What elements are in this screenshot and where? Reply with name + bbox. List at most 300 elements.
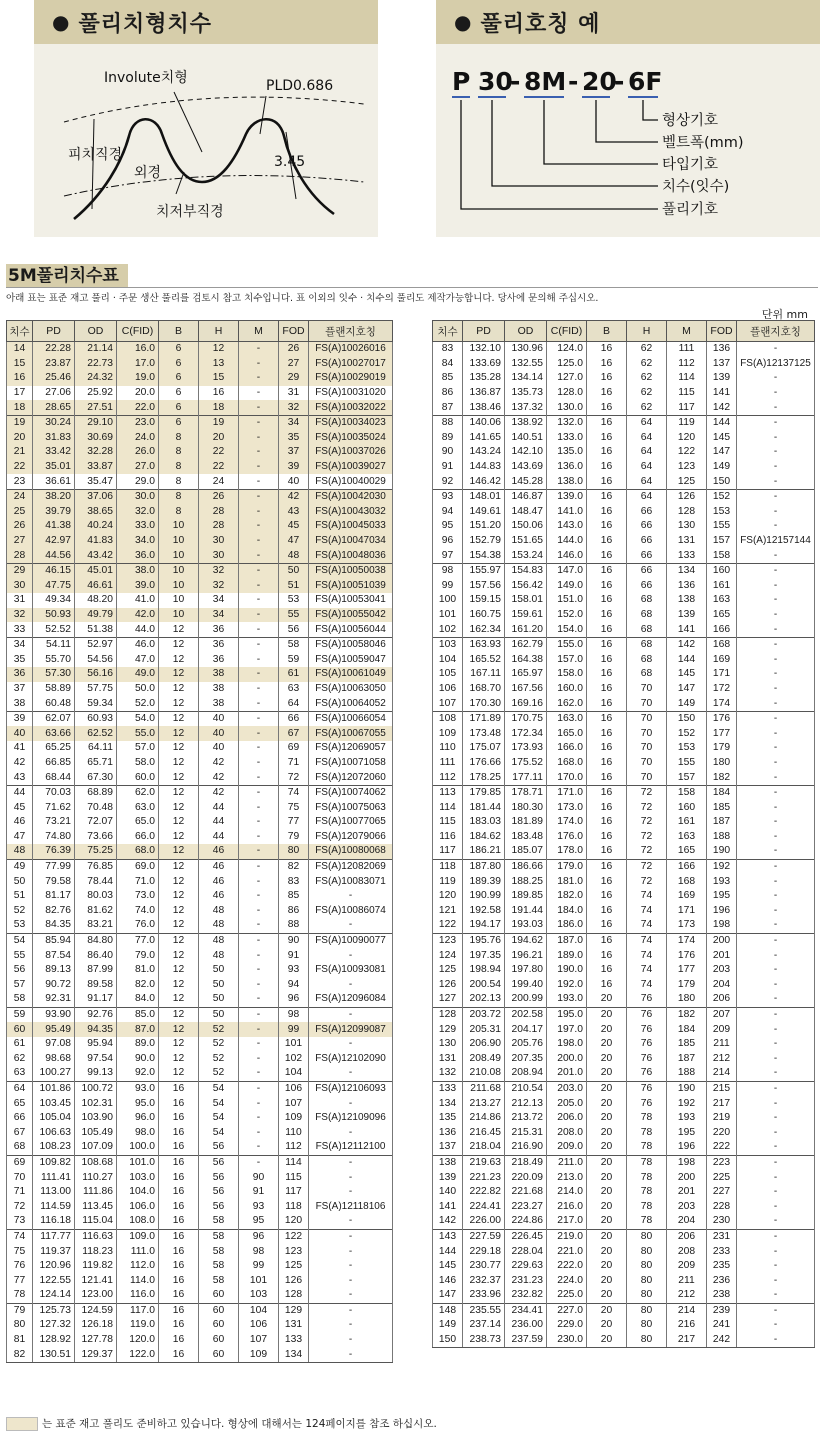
cell-cfid: 168.0 <box>547 756 587 771</box>
cell-b: 16 <box>587 874 627 889</box>
cell-fod: 90 <box>279 933 309 948</box>
cell-cfid: 141.0 <box>547 505 587 520</box>
cell-cfid: 176.0 <box>547 830 587 845</box>
cell-h: 68 <box>627 622 667 637</box>
cell-flange: - <box>309 1333 393 1348</box>
cell-teeth: 124 <box>433 948 463 963</box>
cell-cfid: 181.0 <box>547 874 587 889</box>
cell-b: 8 <box>159 474 199 489</box>
cell-teeth: 116 <box>433 830 463 845</box>
cell-h: 64 <box>627 445 667 460</box>
cell-cfid: 184.0 <box>547 904 587 919</box>
cell-pd: 79.58 <box>33 874 75 889</box>
cell-fod: 231 <box>707 1229 737 1244</box>
cell-fod: 91 <box>279 948 309 963</box>
cell-pd: 125.73 <box>33 1303 75 1318</box>
code-dash-3: - <box>614 67 625 96</box>
cell-fod: 242 <box>707 1333 737 1348</box>
cell-od: 27.51 <box>75 400 117 415</box>
table-row <box>7 489 393 504</box>
cell-cfid: 133.0 <box>547 431 587 446</box>
cell-fod: 61 <box>279 667 309 682</box>
col-header-flange: 플랜지호칭 <box>309 321 393 342</box>
cell-pd: 181.44 <box>463 800 505 815</box>
cell-fod: 37 <box>279 445 309 460</box>
cell-pd: 186.21 <box>463 844 505 859</box>
cell-pd: 237.14 <box>463 1318 505 1333</box>
col-header-h: H <box>199 321 239 342</box>
table-row <box>7 726 393 741</box>
cell-h: 44 <box>199 815 239 830</box>
cell-pd: 124.14 <box>33 1288 75 1303</box>
cell-b: 6 <box>159 415 199 430</box>
cell-fod: 172 <box>707 682 737 697</box>
cell-pd: 98.68 <box>33 1052 75 1067</box>
cell-b: 16 <box>587 474 627 489</box>
cell-h: 80 <box>627 1273 667 1288</box>
cell-cfid: 162.0 <box>547 696 587 711</box>
cell-h: 46 <box>199 844 239 859</box>
cell-m: 204 <box>667 1214 707 1229</box>
cell-b: 16 <box>587 726 627 741</box>
cell-b: 12 <box>159 667 199 682</box>
cell-flange: - <box>737 1052 815 1067</box>
table-row <box>7 1303 393 1318</box>
cell-m: 214 <box>667 1303 707 1318</box>
cell-m: - <box>239 918 279 933</box>
cell-fod: 82 <box>279 859 309 874</box>
table-row <box>7 357 393 372</box>
cell-teeth: 26 <box>7 519 33 534</box>
table-row <box>433 667 815 682</box>
cell-b: 20 <box>587 1185 627 1200</box>
cell-flange: - <box>309 1170 393 1185</box>
cell-teeth: 54 <box>7 933 33 948</box>
cell-m: 142 <box>667 637 707 652</box>
cell-cfid: 112.0 <box>117 1259 159 1274</box>
table-row <box>433 963 815 978</box>
cell-flange: - <box>737 682 815 697</box>
cell-pd: 230.77 <box>463 1259 505 1274</box>
cell-h: 66 <box>627 519 667 534</box>
cell-od: 205.76 <box>505 1037 547 1052</box>
cell-flange: FS(A)10061049 <box>309 667 393 682</box>
cell-pd: 165.52 <box>463 652 505 667</box>
cell-b: 16 <box>159 1333 199 1348</box>
cell-b: 20 <box>587 1318 627 1333</box>
cell-od: 228.04 <box>505 1244 547 1259</box>
table-row <box>433 874 815 889</box>
table-row <box>7 622 393 637</box>
col-header-m: M <box>239 321 279 342</box>
cell-b: 16 <box>159 1170 199 1185</box>
table-row <box>7 770 393 785</box>
cell-m: 139 <box>667 608 707 623</box>
cell-flange: - <box>737 593 815 608</box>
cell-od: 37.06 <box>75 489 117 504</box>
cell-od: 102.31 <box>75 1096 117 1111</box>
cell-h: 80 <box>627 1259 667 1274</box>
cell-fod: 150 <box>707 474 737 489</box>
cell-cfid: 84.0 <box>117 992 159 1007</box>
cell-flange: FS(A)10067055 <box>309 726 393 741</box>
cell-fod: 51 <box>279 579 309 594</box>
cell-b: 6 <box>159 357 199 372</box>
cell-m: 149 <box>667 696 707 711</box>
cell-flange: - <box>309 1229 393 1244</box>
footnote-text: 는 표준 재고 풀리도 준비하고 있습니다. 형상에 대해서는 124페이지를 참조 하십시오. <box>42 1418 437 1430</box>
cell-h: 64 <box>627 489 667 504</box>
cell-teeth: 121 <box>433 904 463 919</box>
cell-h: 56 <box>199 1185 239 1200</box>
cell-od: 99.13 <box>75 1066 117 1081</box>
cell-b: 12 <box>159 904 199 919</box>
cell-pd: 213.27 <box>463 1096 505 1111</box>
cell-od: 208.94 <box>505 1066 547 1081</box>
cell-fod: 169 <box>707 652 737 667</box>
cell-m: 144 <box>667 652 707 667</box>
cell-fod: 115 <box>279 1170 309 1185</box>
table-row <box>7 889 393 904</box>
cell-pd: 171.89 <box>463 711 505 726</box>
cell-cfid: 93.0 <box>117 1081 159 1096</box>
cell-od: 124.59 <box>75 1303 117 1318</box>
cell-od: 178.71 <box>505 785 547 800</box>
cell-b: 16 <box>587 505 627 520</box>
table-row <box>7 933 393 948</box>
cell-m: 145 <box>667 667 707 682</box>
cell-fod: 200 <box>707 933 737 948</box>
cell-h: 74 <box>627 978 667 993</box>
dimension-table-right <box>432 320 815 1348</box>
cell-fod: 236 <box>707 1273 737 1288</box>
cell-od: 224.86 <box>505 1214 547 1229</box>
cell-m: 180 <box>667 992 707 1007</box>
cell-m: 177 <box>667 963 707 978</box>
cell-cfid: 160.0 <box>547 682 587 697</box>
cell-m: 193 <box>667 1111 707 1126</box>
cell-teeth: 133 <box>433 1081 463 1096</box>
table-row <box>433 1007 815 1022</box>
cell-fod: 133 <box>279 1333 309 1348</box>
cell-fod: 145 <box>707 431 737 446</box>
table-row <box>7 1229 393 1244</box>
table-row <box>7 948 393 963</box>
cell-h: 72 <box>627 874 667 889</box>
table-row <box>7 637 393 652</box>
cell-cfid: 19.0 <box>117 371 159 386</box>
cell-m: 103 <box>239 1288 279 1303</box>
cell-fod: 209 <box>707 1022 737 1037</box>
cell-flange: FS(A)10037026 <box>309 445 393 460</box>
cell-b: 12 <box>159 1022 199 1037</box>
cell-od: 229.63 <box>505 1259 547 1274</box>
cell-fod: 201 <box>707 948 737 963</box>
cell-m: - <box>239 593 279 608</box>
cell-teeth: 72 <box>7 1199 33 1214</box>
cell-od: 236.00 <box>505 1318 547 1333</box>
cell-cfid: 205.0 <box>547 1096 587 1111</box>
cell-od: 84.80 <box>75 933 117 948</box>
cell-flange: - <box>309 1214 393 1229</box>
cell-pd: 189.39 <box>463 874 505 889</box>
cell-pd: 167.11 <box>463 667 505 682</box>
cell-flange: - <box>737 1303 815 1318</box>
cell-od: 75.25 <box>75 844 117 859</box>
cell-teeth: 33 <box>7 622 33 637</box>
table-row <box>433 1185 815 1200</box>
cell-h: 36 <box>199 637 239 652</box>
cell-cfid: 29.0 <box>117 474 159 489</box>
legend-pulley: 풀리기호 <box>662 202 719 218</box>
cell-b: 20 <box>587 1229 627 1244</box>
cell-flange: - <box>737 1288 815 1303</box>
cell-od: 169.16 <box>505 696 547 711</box>
col-header-cfid: C(FID) <box>547 321 587 342</box>
cell-cfid: 58.0 <box>117 756 159 771</box>
cell-teeth: 28 <box>7 548 33 563</box>
cell-m: - <box>239 756 279 771</box>
cell-h: 70 <box>627 726 667 741</box>
cell-fod: 207 <box>707 1007 737 1022</box>
cell-b: 12 <box>159 741 199 756</box>
cell-od: 25.92 <box>75 386 117 401</box>
cell-fod: 211 <box>707 1037 737 1052</box>
table-row <box>7 978 393 993</box>
cell-m: - <box>239 579 279 594</box>
cell-m: 98 <box>239 1244 279 1259</box>
designation-diagram <box>436 44 820 237</box>
cell-fod: 71 <box>279 756 309 771</box>
cell-cfid: 230.0 <box>547 1333 587 1348</box>
cell-flange: - <box>737 1007 815 1022</box>
cell-m: 165 <box>667 844 707 859</box>
cell-pd: 38.20 <box>33 489 75 504</box>
cell-pd: 54.11 <box>33 637 75 652</box>
cell-pd: 233.96 <box>463 1288 505 1303</box>
cell-h: 68 <box>627 667 667 682</box>
table-row <box>433 1140 815 1155</box>
cell-od: 60.93 <box>75 711 117 726</box>
cell-flange: FS(A)12109096 <box>309 1111 393 1126</box>
cell-b: 16 <box>587 785 627 800</box>
cell-cfid: 101.0 <box>117 1155 159 1170</box>
cell-b: 12 <box>159 696 199 711</box>
cell-flange: FS(A)12096084 <box>309 992 393 1007</box>
cell-fod: 27 <box>279 357 309 372</box>
cell-m: 203 <box>667 1199 707 1214</box>
cell-b: 20 <box>587 1022 627 1037</box>
cell-flange: - <box>737 489 815 504</box>
cell-b: 16 <box>587 859 627 874</box>
cell-pd: 160.75 <box>463 608 505 623</box>
cell-od: 115.04 <box>75 1214 117 1229</box>
cell-flange: - <box>737 844 815 859</box>
cell-cfid: 114.0 <box>117 1273 159 1288</box>
cell-flange: FS(A)12072060 <box>309 770 393 785</box>
cell-od: 170.75 <box>505 711 547 726</box>
cell-fod: 129 <box>279 1303 309 1318</box>
cell-m: - <box>239 489 279 504</box>
cell-teeth: 20 <box>7 431 33 446</box>
table-row <box>7 652 393 667</box>
table-row <box>433 505 815 520</box>
cell-cfid: 76.0 <box>117 918 159 933</box>
cell-od: 41.83 <box>75 534 117 549</box>
cell-pd: 152.79 <box>463 534 505 549</box>
cell-cfid: 36.0 <box>117 548 159 563</box>
table-row <box>433 1022 815 1037</box>
cell-m: 141 <box>667 622 707 637</box>
cell-od: 162.79 <box>505 637 547 652</box>
intro-text: 아래 표는 표준 재고 풀리 · 주문 생산 풀리를 검토시 참고 치수입니다. 표 이외의 잇수 · 치수의 풀리도 제작가능합니다. 당사에 문의해 주십시오. <box>6 293 599 304</box>
cell-pd: 141.65 <box>463 431 505 446</box>
cell-b: 20 <box>587 1259 627 1274</box>
cell-h: 48 <box>199 948 239 963</box>
cell-b: 20 <box>587 1303 627 1318</box>
cell-cfid: 120.0 <box>117 1333 159 1348</box>
cell-od: 33.87 <box>75 460 117 475</box>
table-row <box>7 342 393 357</box>
cell-od: 97.54 <box>75 1052 117 1067</box>
cell-od: 210.54 <box>505 1081 547 1096</box>
cell-h: 72 <box>627 830 667 845</box>
cell-h: 80 <box>627 1288 667 1303</box>
cell-od: 38.65 <box>75 505 117 520</box>
table-row <box>433 933 815 948</box>
cell-m: 128 <box>667 505 707 520</box>
cell-fod: 45 <box>279 519 309 534</box>
cell-flange: FS(A)10051039 <box>309 579 393 594</box>
table-row <box>7 400 393 415</box>
cell-cfid: 82.0 <box>117 978 159 993</box>
cell-teeth: 115 <box>433 815 463 830</box>
cell-flange: FS(A)10026016 <box>309 342 393 357</box>
cell-cfid: 170.0 <box>547 770 587 785</box>
cell-h: 70 <box>627 682 667 697</box>
table-row <box>433 948 815 963</box>
cell-cfid: 106.0 <box>117 1199 159 1214</box>
cell-cfid: 85.0 <box>117 1007 159 1022</box>
cell-teeth: 16 <box>7 371 33 386</box>
cell-cfid: 157.0 <box>547 652 587 667</box>
cell-flange: FS(A)10074062 <box>309 785 393 800</box>
cell-pd: 33.42 <box>33 445 75 460</box>
cell-flange: FS(A)10048036 <box>309 548 393 563</box>
cell-od: 150.06 <box>505 519 547 534</box>
cell-cfid: 103.0 <box>117 1170 159 1185</box>
cell-pd: 89.13 <box>33 963 75 978</box>
cell-teeth: 18 <box>7 400 33 415</box>
cell-fod: 75 <box>279 800 309 815</box>
cell-fod: 122 <box>279 1229 309 1244</box>
cell-pd: 163.93 <box>463 637 505 652</box>
cell-teeth: 120 <box>433 889 463 904</box>
cell-pd: 135.28 <box>463 371 505 386</box>
cell-h: 46 <box>199 859 239 874</box>
table-row <box>433 1170 815 1185</box>
cell-b: 20 <box>587 1288 627 1303</box>
cell-fod: 139 <box>707 371 737 386</box>
cell-teeth: 135 <box>433 1111 463 1126</box>
cell-flange: - <box>737 386 815 401</box>
cell-h: 70 <box>627 711 667 726</box>
cell-flange: FS(A)10043032 <box>309 505 393 520</box>
tooth-profile-title: 풀리치형치수 <box>78 11 212 37</box>
cell-od: 95.94 <box>75 1037 117 1052</box>
table-row <box>433 1037 815 1052</box>
table-row <box>433 844 815 859</box>
cell-b: 16 <box>159 1199 199 1214</box>
cell-b: 16 <box>587 800 627 815</box>
cell-teeth: 50 <box>7 874 33 889</box>
cell-teeth: 108 <box>433 711 463 726</box>
cell-h: 74 <box>627 933 667 948</box>
cell-cfid: 179.0 <box>547 859 587 874</box>
cell-od: 59.34 <box>75 696 117 711</box>
col-header-cfid: C(FID) <box>117 321 159 342</box>
cell-b: 20 <box>587 1037 627 1052</box>
cell-fod: 79 <box>279 830 309 845</box>
cell-pd: 62.07 <box>33 711 75 726</box>
cell-pd: 68.44 <box>33 770 75 785</box>
cell-b: 12 <box>159 1007 199 1022</box>
cell-m: 101 <box>239 1273 279 1288</box>
cell-m: - <box>239 1037 279 1052</box>
cell-m: - <box>239 933 279 948</box>
cell-teeth: 96 <box>433 534 463 549</box>
cell-fod: 83 <box>279 874 309 889</box>
cell-m: 187 <box>667 1052 707 1067</box>
cell-pd: 227.59 <box>463 1229 505 1244</box>
cell-teeth: 92 <box>433 474 463 489</box>
cell-b: 16 <box>587 400 627 415</box>
cell-pd: 23.87 <box>33 357 75 372</box>
table-row <box>7 859 393 874</box>
cell-od: 234.41 <box>505 1303 547 1318</box>
col-header-od: OD <box>75 321 117 342</box>
cell-m: - <box>239 948 279 963</box>
cell-teeth: 52 <box>7 904 33 919</box>
cell-m: 174 <box>667 933 707 948</box>
cell-h: 78 <box>627 1155 667 1170</box>
cell-cfid: 197.0 <box>547 1022 587 1037</box>
cell-flange: - <box>737 933 815 948</box>
code-dash-2: - <box>568 67 579 96</box>
cell-teeth: 32 <box>7 608 33 623</box>
cell-h: 19 <box>199 415 239 430</box>
cell-m: 117 <box>667 400 707 415</box>
cell-pd: 179.85 <box>463 785 505 800</box>
table-row <box>7 1318 393 1333</box>
cell-teeth: 67 <box>7 1125 33 1140</box>
cell-teeth: 146 <box>433 1273 463 1288</box>
table-row <box>7 1140 393 1155</box>
cell-fod: 163 <box>707 593 737 608</box>
cell-fod: 196 <box>707 904 737 919</box>
cell-b: 16 <box>587 830 627 845</box>
cell-fod: 176 <box>707 711 737 726</box>
cell-flange: - <box>737 992 815 1007</box>
cell-h: 62 <box>627 400 667 415</box>
cell-flange: - <box>737 1155 815 1170</box>
cell-od: 189.85 <box>505 889 547 904</box>
table-row <box>7 1273 393 1288</box>
cell-fod: 80 <box>279 844 309 859</box>
cell-teeth: 47 <box>7 830 33 845</box>
cell-b: 12 <box>159 1052 199 1067</box>
cell-h: 58 <box>199 1273 239 1288</box>
